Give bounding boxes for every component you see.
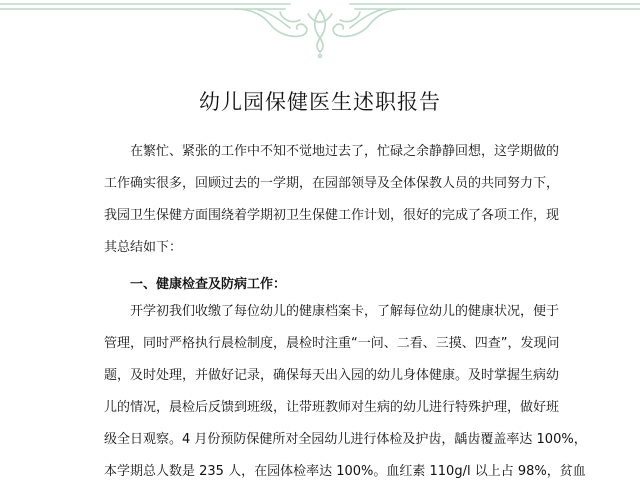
decorative-border-ornament (0, 0, 640, 60)
section-heading-health-check: 一、健康检查及防病工作： (130, 277, 287, 292)
paragraph-2-line-3: 题，及时处理，并做好记录，确保每天出入园的幼儿身体健康。及时掌握生病幼 (104, 368, 560, 383)
paragraph-2-line-5: 级全日观察。4 月份预防保健所对全园幼儿进行体检及护齿，龋齿覆盖率达 100%， (104, 432, 587, 447)
paragraph-2-line-1: 开学初我们收缴了每位幼儿的健康档案卡，了解每位幼儿的健康状况，便于 (130, 304, 560, 319)
document-title: 幼儿园保健医生述职报告 (199, 90, 441, 114)
paragraph-2-line-2: 管理，同时严格执行晨检制度，晨检时注重“一问、二看、三摸、四查”，发现问 (104, 336, 560, 351)
paragraph-1-line-3: 我园卫生保健方面围绕着学期初卫生保健工作计划，很好的完成了各项工作，现 (104, 208, 560, 223)
paragraph-2-line-6: 本学期总人数是 235 人，在园体检率达 100%。血红素 110g/l 以上占 98%，贫血 (104, 464, 586, 479)
paragraph-1-line-2: 工作确实很多，回顾过去的一学期，在园部领导及全体保教人员的共同努力下， (104, 176, 560, 191)
paragraph-1-line-4: 其总结如下： (104, 240, 183, 255)
paragraph-1-line-1: 在繁忙、紧张的工作中不知不觉地过去了，忙碌之余静静回想，这学期做的 (130, 144, 560, 159)
paragraph-2-line-4: 儿的情况，晨检后反馈到班级，让带班教师对生病的幼儿进行特殊护理，做好班 (104, 400, 560, 415)
